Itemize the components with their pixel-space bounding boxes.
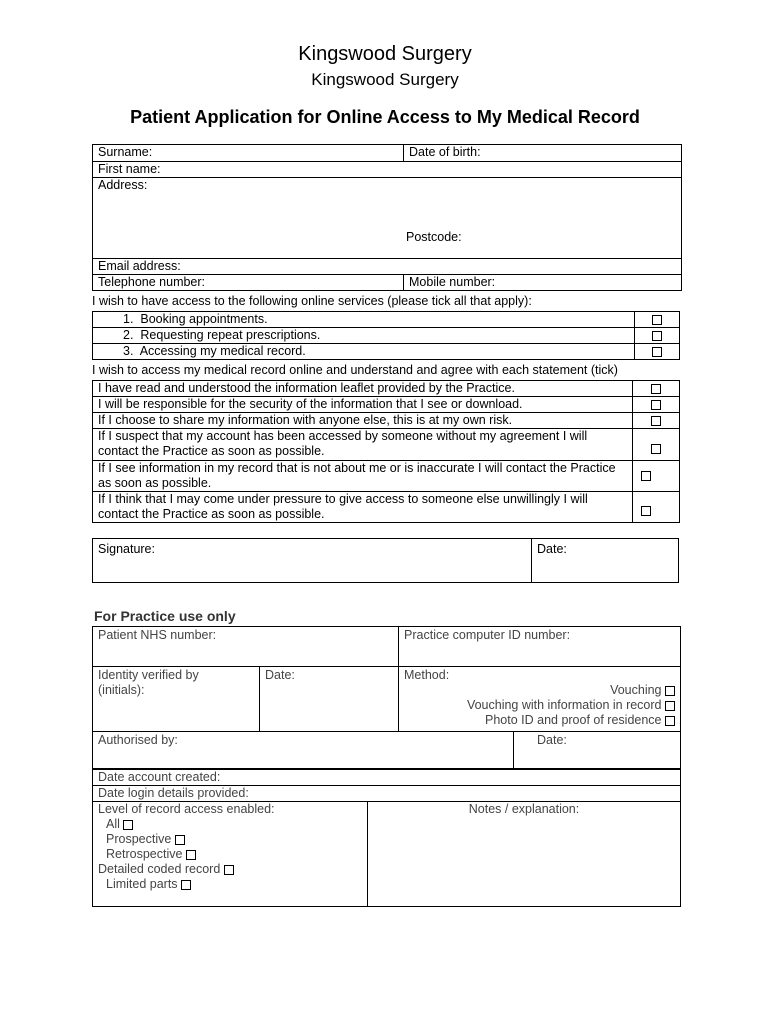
signature-field[interactable] [93,539,532,583]
practice-use-table-bottom [92,769,681,907]
access-level-field [93,802,368,907]
method-label: Method: [404,668,450,682]
nhs-number-field[interactable] [93,627,399,667]
notes-field[interactable] [368,802,681,907]
statement-checkbox-cell [633,381,680,397]
service-number: 2. [123,328,134,342]
practice-use-table-top [92,626,681,732]
surname-field[interactable] [93,145,404,162]
service-label: Requesting repeat prescriptions. [140,328,321,342]
telephone-label: Telephone number: [98,275,206,289]
practice-use-heading: For Practice use only [94,608,236,624]
service-item [93,312,635,328]
access-option [98,832,362,847]
access-detailed-coded-checkbox[interactable] [224,865,234,875]
services-table [92,311,680,360]
login-provided-field[interactable] [93,786,681,802]
method-option-label: Photo ID and proof of residence [485,713,662,727]
service-label: Booking appointments. [140,312,268,326]
service-checkbox-cell [635,344,680,360]
access-option [98,817,362,832]
account-created-label: Date account created: [98,770,221,784]
method-option-label: Vouching with information in record [466,698,662,712]
verified-date-label: Date: [265,668,295,682]
statement-item: If I see information in my record that is not about me or is inaccurate I will contact the Practice as soon as possible. [93,461,633,492]
method-option-label: Vouching [610,683,662,697]
email-field[interactable] [93,259,682,275]
mobile-field[interactable] [404,275,682,291]
statement-item: If I suspect that my account has been accessed by someone without my agreement I will contact the Practice as soon as possible. [93,429,633,461]
statements-intro: I wish to access my medical record online and understand and agree with each statement (tick) [92,363,618,377]
postcode-label: Postcode: [406,230,462,244]
first-name-field[interactable] [93,162,682,178]
telephone-field[interactable] [93,275,404,291]
method-field [399,667,681,732]
access-level-label: Level of record access enabled: [98,802,275,816]
form-title: Patient Application for Online Access to My Medical Record [130,107,640,127]
mobile-label: Mobile number: [409,275,496,289]
signature-date-field[interactable] [532,539,679,583]
authorised-by-field[interactable] [93,732,514,768]
method-option [404,713,675,728]
login-provided-label: Date login details provided: [98,786,249,800]
service-number: 3. [123,344,134,358]
access-all-checkbox[interactable] [123,820,133,830]
dob-label: Date of birth: [409,145,481,159]
dob-field[interactable] [404,145,682,162]
access-option-label: Detailed coded record [98,862,221,876]
access-option-label: Retrospective [106,847,183,861]
services-intro: I wish to have access to the following online services (please tick all that apply): [92,294,532,308]
practice-use-table-auth [92,732,681,769]
statement-checkbox-cell [633,413,680,429]
service-item [93,344,635,360]
signature-date-label: Date: [537,542,567,556]
access-retrospective-checkbox[interactable] [186,850,196,860]
booking-checkbox[interactable] [652,315,662,325]
surname-label: Surname: [98,145,153,159]
nhs-number-label: Patient NHS number: [98,628,217,642]
vouching-checkbox[interactable] [665,686,675,696]
access-option [98,877,362,892]
statements-table [92,380,680,523]
medical-record-checkbox[interactable] [652,347,662,357]
statement-checkbox[interactable] [651,444,661,454]
statement-checkbox[interactable] [651,384,661,394]
practice-name-heading: Kingswood Surgery [298,43,472,65]
access-option [98,862,362,877]
verified-date-field[interactable] [260,667,399,732]
service-checkbox-cell [635,328,680,344]
service-item [93,328,635,344]
identity-verified-label: Identity verified by (initials): [98,668,199,697]
service-checkbox-cell [635,312,680,328]
statement-checkbox[interactable] [651,416,661,426]
statement-checkbox[interactable] [641,471,651,481]
vouching-info-checkbox[interactable] [665,701,675,711]
repeat-prescriptions-checkbox[interactable] [652,331,662,341]
photo-id-checkbox[interactable] [665,716,675,726]
service-number: 1. [123,312,134,326]
statement-item: I have read and understood the information leaflet provided by the Practice. [93,381,633,397]
auth-date-field[interactable] [514,732,681,768]
auth-date-label: Date: [537,733,567,747]
notes-label: Notes / explanation: [468,802,580,816]
access-option [98,847,362,862]
access-prospective-checkbox[interactable] [175,835,185,845]
statement-checkbox-cell [633,492,680,523]
statement-checkbox-cell [633,397,680,413]
service-label: Accessing my medical record. [139,344,306,358]
address-label: Address: [98,178,148,192]
signature-label: Signature: [98,542,155,556]
statement-checkbox[interactable] [651,400,661,410]
statement-checkbox-cell [633,461,680,492]
address-field[interactable] [93,178,682,259]
identity-verified-field[interactable] [93,667,260,732]
statement-checkbox[interactable] [641,506,651,516]
method-option [404,698,675,713]
statement-item: If I think that I may come under pressure to give access to someone else unwillingly I will contact the Practice as soon as possible. [93,492,633,523]
first-name-label: First name: [98,162,161,176]
email-label: Email address: [98,259,181,273]
personal-details-table [92,144,682,291]
method-option [404,683,675,698]
statement-item: I will be responsible for the security of the information that I see or download. [93,397,633,413]
account-created-field[interactable] [93,770,681,786]
access-option-label: Prospective [106,832,172,846]
authorised-by-label: Authorised by: [98,733,178,747]
computer-id-label: Practice computer ID number: [404,628,571,642]
statement-checkbox-cell [633,429,680,461]
access-option-label: All [106,817,120,831]
signature-table [92,538,679,583]
statement-item: If I choose to share my information with anyone else, this is at my own risk. [93,413,633,429]
computer-id-field[interactable] [399,627,681,667]
access-limited-parts-checkbox[interactable] [181,880,191,890]
practice-name-subheading: Kingswood Surgery [311,70,459,89]
access-option-label: Limited parts [106,877,178,891]
